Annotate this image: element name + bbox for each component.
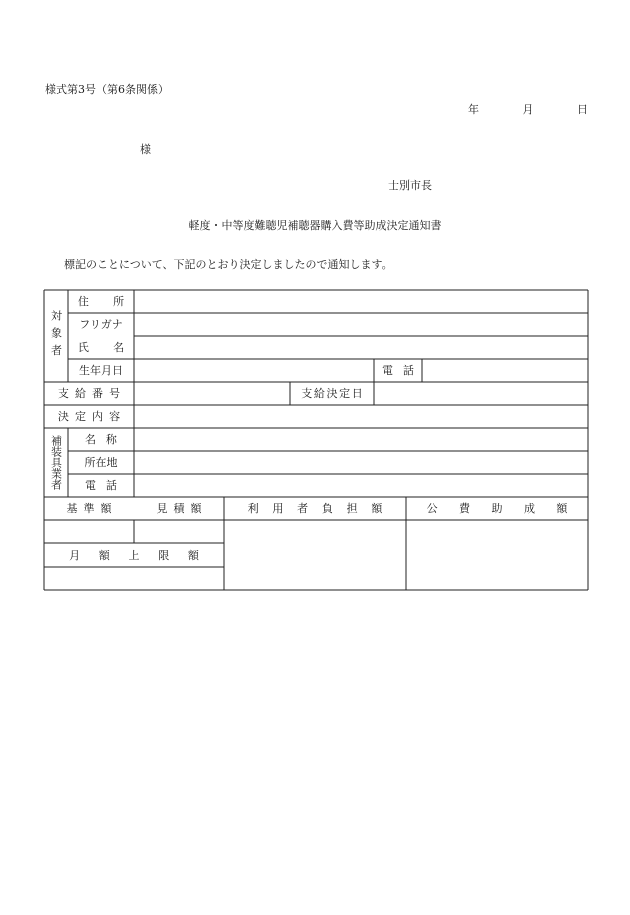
vendor-location-field[interactable]	[134, 451, 588, 474]
phone-label: 電話	[382, 364, 424, 377]
public-subsidy-field[interactable]	[406, 520, 588, 590]
payment-number-field[interactable]	[134, 382, 290, 405]
phone-field[interactable]	[422, 359, 588, 382]
vendor-group-label: 補装具業者	[49, 435, 63, 490]
address-label: 住所	[77, 295, 149, 308]
name-label: 氏名	[77, 341, 149, 354]
furigana-field[interactable]	[134, 313, 588, 336]
body-text: 標記のことについて、下記のとおり決定しましたので通知します。	[64, 258, 393, 271]
public-subsidy-label: 公費助成額	[426, 502, 589, 515]
date-month-label: 月	[522, 103, 534, 116]
subject-group-label: 対象者	[49, 310, 63, 362]
standard-amount-label: 基準額	[66, 502, 118, 515]
decision-content-label: 決定内容	[57, 410, 127, 423]
decision-content-field[interactable]	[134, 405, 588, 428]
furigana-label: フリガナ	[79, 318, 123, 331]
user-burden-label: 利用者負担額	[247, 502, 397, 515]
birth-date-field[interactable]	[134, 359, 374, 382]
date-year-label: 年	[468, 103, 479, 116]
monthly-cap-field[interactable]	[44, 567, 224, 590]
estimate-amount-label: 見積額	[156, 502, 208, 515]
standard-amount-field[interactable]	[44, 520, 134, 543]
date-line	[468, 104, 588, 115]
vendor-name-field[interactable]	[134, 428, 588, 451]
payment-decision-date-field[interactable]	[374, 382, 588, 405]
form-number: 様式第3号（第6条関係）	[45, 83, 169, 96]
vendor-phone-field[interactable]	[134, 474, 588, 497]
vendor-name-label: 名称	[85, 433, 127, 446]
user-burden-field[interactable]	[224, 520, 406, 590]
address-field[interactable]	[134, 290, 588, 313]
addressee-honorific: 様	[140, 143, 151, 156]
name-field[interactable]	[134, 336, 588, 359]
monthly-cap-label: 月額上限額	[69, 548, 218, 562]
payment-decision-date-label: 支給決定日	[301, 387, 365, 400]
birth-date-label: 生年月日	[79, 364, 123, 377]
payment-number-label: 支給番号	[57, 387, 127, 400]
date-day-label: 日	[577, 103, 588, 116]
estimate-amount-field[interactable]	[134, 520, 224, 543]
document-title: 軽度・中等度難聴児補聴器購入費等助成決定通知書	[188, 219, 442, 232]
issuer-name: 士別市長	[388, 179, 432, 192]
vendor-phone-label: 電話	[85, 479, 127, 492]
vendor-location-label: 所在地	[84, 456, 118, 469]
